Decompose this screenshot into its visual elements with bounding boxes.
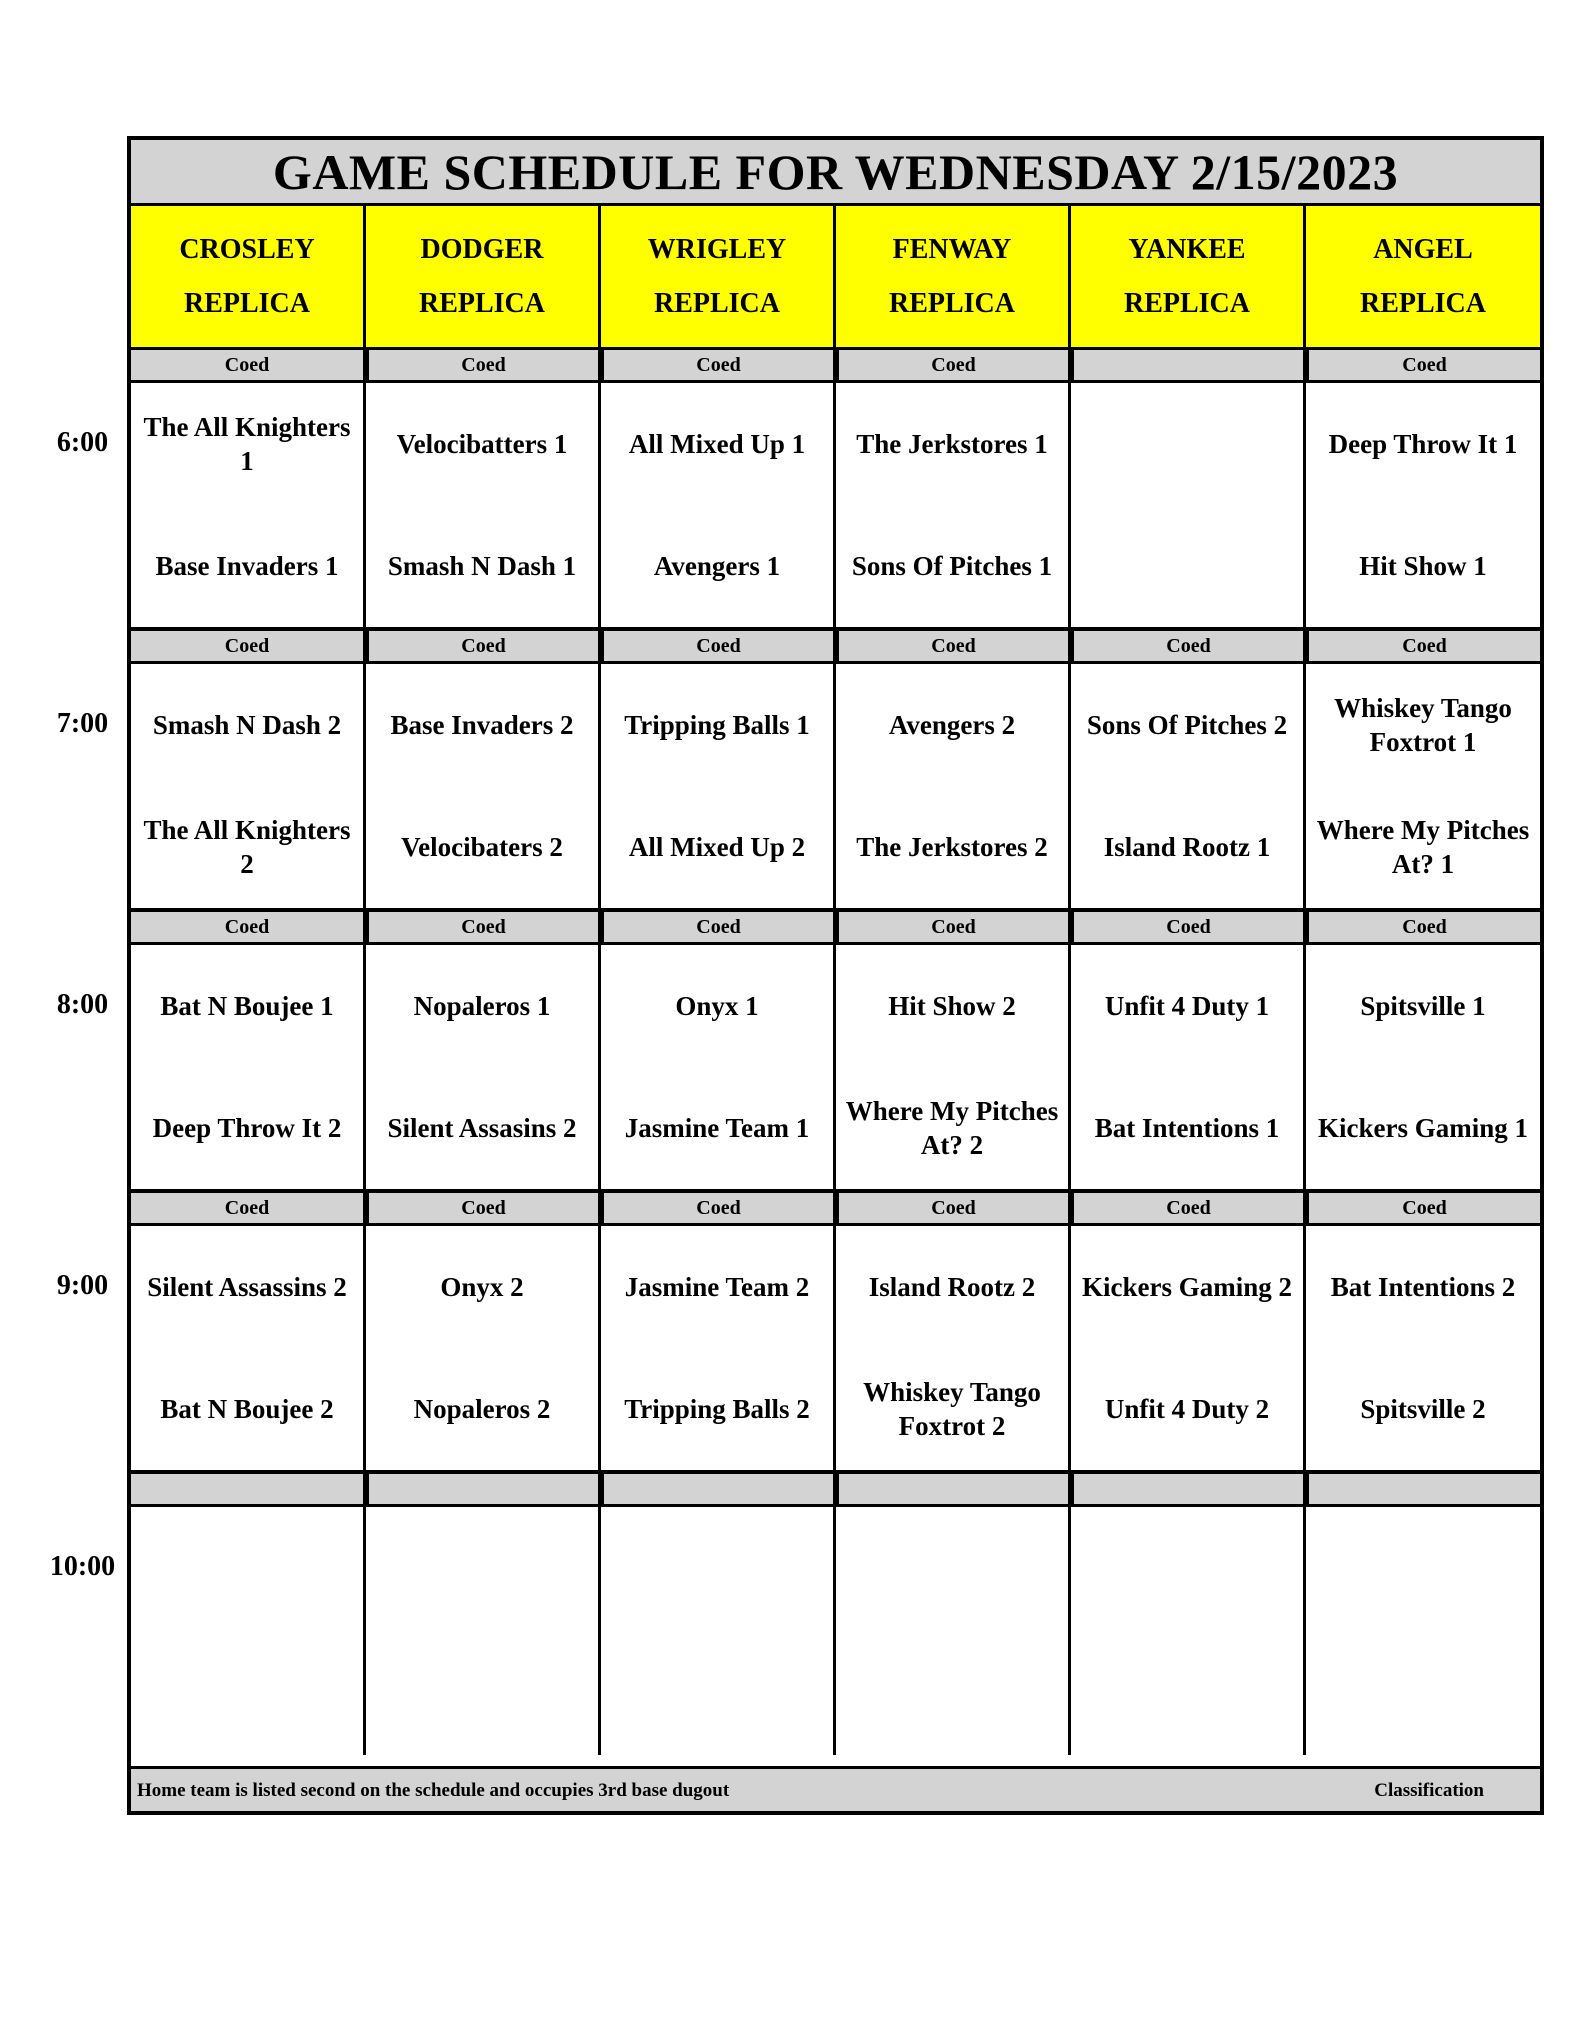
away-team: [1071, 1507, 1303, 1631]
game-cell: [366, 1226, 601, 1474]
game-cell: [1071, 1226, 1306, 1474]
home-team: [366, 1631, 598, 1755]
away-team: Base Invaders 2: [390, 710, 574, 740]
home-team: Nopaleros 2: [413, 1394, 551, 1424]
game-cell: [601, 664, 836, 912]
away-team: [1071, 383, 1303, 505]
game-cell: [601, 383, 836, 631]
game-cell: [601, 1507, 836, 1755]
classification-label: Classification: [1374, 1780, 1484, 1801]
time-label: 8:00: [56, 989, 109, 1020]
away-team: Smash N Dash 2: [152, 710, 342, 740]
away-team: [131, 1507, 363, 1631]
game-cell: [601, 945, 836, 1193]
classification-cell: Coed: [366, 1193, 601, 1226]
game-cell: [1071, 383, 1306, 631]
home-team: Where My Pitches At? 2: [845, 1096, 1059, 1160]
classification-cell: Coed: [131, 1193, 366, 1226]
field-type: REPLICA: [653, 287, 780, 319]
home-team: Silent Assasins 2: [387, 1113, 577, 1143]
home-team: [601, 1631, 833, 1755]
game-cell: [1306, 1226, 1540, 1474]
classification-cell: Coed: [836, 912, 1071, 945]
home-team: Unfit 4 Duty 2: [1104, 1394, 1270, 1424]
field-name: WRIGLEY: [647, 233, 787, 265]
classification-cell: Coed: [601, 350, 836, 383]
classification-cell: Coed: [836, 350, 1071, 383]
game-cell: [836, 383, 1071, 631]
classification-cell: Coed: [836, 1193, 1071, 1226]
away-team: The All Knighters 1: [143, 412, 351, 476]
classification-cell: [366, 1474, 601, 1507]
field-type: REPLICA: [1123, 287, 1250, 319]
away-team: Onyx 1: [675, 991, 759, 1021]
away-team: Bat Intentions 2: [1330, 1272, 1516, 1302]
away-team: Sons Of Pitches 2: [1086, 710, 1288, 740]
away-team: [1306, 1507, 1540, 1631]
schedule-footer: [131, 1766, 1540, 1811]
away-team: Tripping Balls 1: [624, 710, 810, 740]
home-team: [1306, 1631, 1540, 1755]
game-cell: [836, 1226, 1071, 1474]
classification-cell: Coed: [366, 631, 601, 664]
game-cell: [836, 945, 1071, 1193]
home-team: The All Knighters 2: [143, 815, 351, 879]
game-cell: [1071, 945, 1306, 1193]
classification-cell: Coed: [131, 912, 366, 945]
away-team: Deep Throw It 1: [1328, 429, 1518, 459]
game-cell: [1306, 1507, 1540, 1755]
classification-cell: [1071, 350, 1306, 383]
game-cell: [131, 945, 366, 1193]
classification-cell: Coed: [1306, 631, 1540, 664]
time-label: 10:00: [49, 1551, 116, 1582]
home-team: [131, 1631, 363, 1755]
field-type: REPLICA: [183, 287, 310, 319]
away-team: Jasmine Team 2: [624, 1272, 810, 1302]
field-type: REPLICA: [888, 287, 1015, 319]
away-team: Bat N Boujee 1: [160, 991, 334, 1021]
away-team: Whiskey Tango Foxtrot 1: [1334, 693, 1512, 757]
classification-cell: Coed: [1306, 350, 1540, 383]
away-team: Onyx 2: [440, 1272, 524, 1302]
classification-cell: [1306, 1474, 1540, 1507]
classification-cell: Coed: [131, 350, 366, 383]
home-team: Velocibaters 2: [401, 832, 563, 862]
classification-cell: Coed: [1071, 1193, 1306, 1226]
home-team: Bat N Boujee 2: [160, 1394, 334, 1424]
classification-cell: Coed: [836, 631, 1071, 664]
game-cell: [366, 664, 601, 912]
home-team: Avengers 1: [653, 551, 781, 581]
field-type: REPLICA: [418, 287, 545, 319]
field-header-dodger: [366, 206, 601, 350]
classification-cell: [131, 1474, 366, 1507]
game-cell: [836, 664, 1071, 912]
classification-cell: [601, 1474, 836, 1507]
game-cell: [1071, 1507, 1306, 1755]
away-team: [601, 1507, 833, 1631]
away-team: Avengers 2: [888, 710, 1016, 740]
time-label: 7:00: [56, 708, 109, 739]
game-cell: [366, 1507, 601, 1755]
schedule-title: GAME SCHEDULE FOR WEDNESDAY 2/15/2023: [131, 140, 1540, 206]
field-name: YANKEE: [1128, 233, 1246, 265]
schedule-sheet: [127, 136, 1544, 1815]
home-team: Island Rootz 1: [1103, 832, 1271, 862]
home-team: Base Invaders 1: [155, 551, 339, 581]
home-team: [1071, 1631, 1303, 1755]
classification-cell: Coed: [1071, 912, 1306, 945]
field-header-crosley: [131, 206, 366, 350]
away-team: Silent Assassins 2: [147, 1272, 347, 1302]
away-team: Unfit 4 Duty 1: [1104, 991, 1270, 1021]
away-team: Nopaleros 1: [413, 991, 551, 1021]
home-team: Where My Pitches At? 1: [1316, 815, 1530, 879]
home-team: Bat Intentions 1: [1094, 1113, 1280, 1143]
game-cell: [1071, 664, 1306, 912]
home-team: Sons Of Pitches 1: [851, 551, 1053, 581]
classification-cell: [836, 1474, 1071, 1507]
classification-cell: Coed: [366, 350, 601, 383]
home-team: Kickers Gaming 1: [1318, 1113, 1528, 1143]
game-cell: [601, 1226, 836, 1474]
away-team: Island Rootz 2: [868, 1272, 1036, 1302]
field-name: ANGEL: [1373, 233, 1473, 265]
away-team: Kickers Gaming 2: [1082, 1272, 1292, 1302]
classification-cell: Coed: [366, 912, 601, 945]
game-cell: [366, 945, 601, 1193]
home-team: Deep Throw It 2: [152, 1113, 342, 1143]
field-header-wrigley: [601, 206, 836, 350]
classification-cell: [1071, 1474, 1306, 1507]
home-team: Smash N Dash 1: [387, 551, 577, 581]
home-team: The Jerkstores 2: [856, 832, 1048, 862]
home-team: [1071, 505, 1303, 627]
time-label: 9:00: [56, 1270, 109, 1301]
away-team: Spitsville 1: [1360, 991, 1486, 1021]
home-team: [836, 1631, 1068, 1755]
game-cell: [1306, 383, 1540, 631]
field-name: DODGER: [420, 233, 544, 265]
field-name: FENWAY: [892, 233, 1012, 265]
classification-cell: Coed: [601, 912, 836, 945]
game-cell: [131, 383, 366, 631]
away-team: Velocibatters 1: [396, 429, 568, 459]
home-team: Spitsville 2: [1360, 1394, 1486, 1424]
classification-cell: Coed: [601, 631, 836, 664]
field-header-yankee: [1071, 206, 1306, 350]
time-label: 6:00: [56, 427, 109, 458]
away-team: All Mixed Up 1: [628, 429, 806, 459]
game-cell: [131, 1507, 366, 1755]
game-cell: [131, 664, 366, 912]
game-cell: [366, 383, 601, 631]
field-header-fenway: [836, 206, 1071, 350]
home-team: Hit Show 1: [1359, 551, 1487, 581]
game-cell: [1306, 945, 1540, 1193]
field-type: REPLICA: [1359, 287, 1486, 319]
away-team: The Jerkstores 1: [856, 429, 1048, 459]
field-header-angel: [1306, 206, 1540, 350]
classification-cell: Coed: [1306, 912, 1540, 945]
classification-cell: Coed: [601, 1193, 836, 1226]
home-team-note: Home team is listed second on the schedule and occupies 3rd base dugout: [137, 1780, 730, 1801]
classification-cell: Coed: [131, 631, 366, 664]
field-name: CROSLEY: [179, 233, 315, 265]
classification-cell: Coed: [1071, 631, 1306, 664]
away-team: [836, 1507, 1068, 1631]
home-team: Jasmine Team 1: [624, 1113, 810, 1143]
game-cell: [1306, 664, 1540, 912]
game-cell: [131, 1226, 366, 1474]
away-team: Hit Show 2: [888, 991, 1016, 1021]
game-cell: [836, 1507, 1071, 1755]
away-team: [366, 1507, 598, 1631]
classification-cell: Coed: [1306, 1193, 1540, 1226]
home-team: All Mixed Up 2: [628, 832, 806, 862]
home-team: Tripping Balls 2: [624, 1394, 810, 1424]
home-team: Whiskey Tango Foxtrot 2: [863, 1377, 1041, 1441]
